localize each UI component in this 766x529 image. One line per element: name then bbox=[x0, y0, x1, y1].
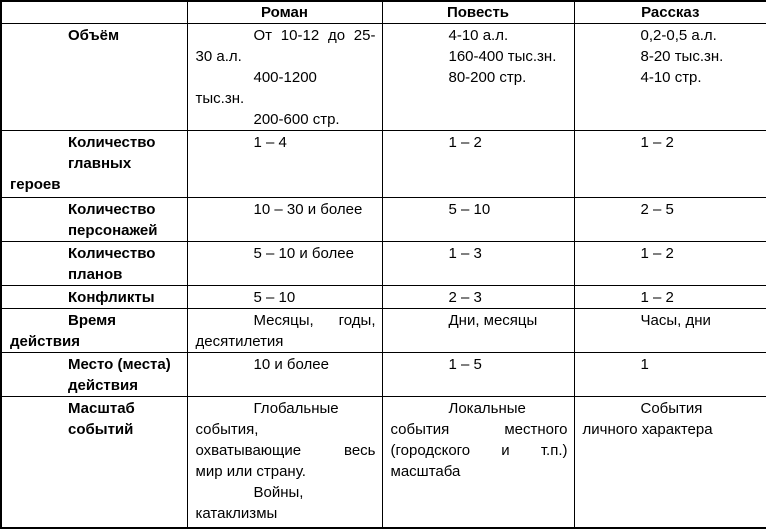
text-line: Количество bbox=[68, 201, 156, 218]
text-line: 2 – 3 bbox=[448, 289, 482, 306]
text-line: 0,2-0,5 а.л. bbox=[640, 27, 717, 44]
text-line: персонажей bbox=[68, 222, 158, 239]
column-header-rasskaz: Рассказ bbox=[574, 1, 766, 24]
cell-main-heroes-count-povest bbox=[382, 131, 574, 198]
text-line: тыс.зн. bbox=[195, 90, 245, 107]
text-line: (городского и т.п.) bbox=[390, 442, 568, 459]
text-line: планов bbox=[68, 266, 123, 283]
text-line: Время bbox=[68, 312, 116, 329]
cell-conflicts-povest bbox=[382, 286, 574, 309]
cell-characters-count-roman bbox=[187, 198, 382, 242]
cell-main-heroes-count-roman bbox=[187, 131, 382, 198]
row-label-volume bbox=[1, 24, 187, 131]
text-line: 1 – 4 bbox=[253, 134, 287, 151]
text-line: личного характера bbox=[582, 421, 713, 438]
cell-action-time-roman bbox=[187, 309, 382, 353]
text-line: 200-600 стр. bbox=[253, 111, 340, 128]
column-header-povest: Повесть bbox=[382, 1, 574, 24]
text-line: 2 – 5 bbox=[640, 201, 674, 218]
table-row bbox=[1, 24, 766, 131]
text-line: 1 – 3 bbox=[448, 245, 482, 262]
cell-action-places-rasskaz bbox=[574, 353, 766, 397]
text-line: Количество bbox=[68, 245, 156, 262]
cell-action-time-rasskaz bbox=[574, 309, 766, 353]
row-label-action-places bbox=[1, 353, 187, 397]
text-line: действия bbox=[68, 377, 138, 394]
row-label-events-scale bbox=[1, 397, 187, 528]
cell-characters-count-rasskaz bbox=[574, 198, 766, 242]
table-row bbox=[1, 397, 766, 528]
column-header-blank bbox=[1, 1, 187, 24]
cell-plans-count-rasskaz bbox=[574, 242, 766, 286]
text-line: Локальные bbox=[448, 400, 526, 417]
text-line: 160-400 тыс.зн. bbox=[448, 48, 557, 65]
text-line: 1 – 2 bbox=[448, 134, 482, 151]
text-line: 5 – 10 и более bbox=[253, 245, 354, 262]
cell-plans-count-roman bbox=[187, 242, 382, 286]
cell-volume-roman bbox=[187, 24, 382, 131]
text-line: 1 – 5 bbox=[448, 356, 482, 373]
text-line: главных bbox=[68, 155, 132, 172]
text-line: 10 и более bbox=[253, 356, 329, 373]
table-body bbox=[1, 24, 766, 528]
text-line: 5 – 10 bbox=[253, 289, 296, 306]
text-line: Конфликты bbox=[68, 289, 155, 306]
text-line: 10 – 30 и более bbox=[253, 201, 363, 218]
table-row bbox=[1, 353, 766, 397]
cell-action-time-povest bbox=[382, 309, 574, 353]
text-line: Количество bbox=[68, 134, 156, 151]
text-line: 400-1200 bbox=[253, 69, 317, 86]
text-line: события местного bbox=[390, 421, 568, 438]
cell-conflicts-roman bbox=[187, 286, 382, 309]
text-line: 1 – 2 bbox=[640, 289, 674, 306]
text-line: 1 bbox=[640, 356, 649, 373]
text-line: Часы, дни bbox=[640, 312, 711, 329]
text-line: мир или страну. bbox=[195, 463, 306, 480]
cell-events-scale-povest bbox=[382, 397, 574, 528]
row-label-plans-count bbox=[1, 242, 187, 286]
cell-plans-count-povest bbox=[382, 242, 574, 286]
cell-conflicts-rasskaz bbox=[574, 286, 766, 309]
text-line: событий bbox=[68, 421, 134, 438]
text-line: 5 – 10 bbox=[448, 201, 491, 218]
row-label-action-time bbox=[1, 309, 187, 353]
text-line: события, bbox=[195, 421, 259, 438]
text-line: События bbox=[640, 400, 703, 417]
text-line: масштаба bbox=[390, 463, 461, 480]
cell-action-places-povest bbox=[382, 353, 574, 397]
table-row bbox=[1, 242, 766, 286]
text-line: Глобальные bbox=[253, 400, 339, 417]
text-line: 80-200 стр. bbox=[448, 69, 527, 86]
header-row bbox=[1, 1, 766, 24]
row-label-conflicts bbox=[1, 286, 187, 309]
text-line: 1 – 2 bbox=[640, 134, 674, 151]
cell-volume-povest bbox=[382, 24, 574, 131]
row-label-main-heroes-count bbox=[1, 131, 187, 198]
cell-action-places-roman bbox=[187, 353, 382, 397]
table-row bbox=[1, 131, 766, 198]
row-label-characters-count bbox=[1, 198, 187, 242]
cell-main-heroes-count-rasskaz bbox=[574, 131, 766, 198]
text-line: героев bbox=[10, 176, 61, 193]
text-line: 8-20 тыс.зн. bbox=[640, 48, 724, 65]
text-line: катаклизмы bbox=[195, 505, 278, 522]
cell-events-scale-rasskaz bbox=[574, 397, 766, 528]
text-line: десятилетия bbox=[195, 333, 284, 350]
text-line: Объём bbox=[68, 27, 120, 44]
cell-characters-count-povest bbox=[382, 198, 574, 242]
text-line: Дни, месяцы bbox=[448, 312, 538, 329]
text-line: 30 а.л. bbox=[195, 48, 242, 65]
text-line: 1 – 2 bbox=[640, 245, 674, 262]
table-row bbox=[1, 198, 766, 242]
text-line: Войны, bbox=[253, 484, 304, 501]
text-line: Масштаб bbox=[68, 400, 135, 417]
text-line: 4-10 а.л. bbox=[448, 27, 509, 44]
cell-volume-rasskaz bbox=[574, 24, 766, 131]
text-line: действия bbox=[10, 333, 80, 350]
table-row bbox=[1, 309, 766, 353]
column-header-roman: Роман bbox=[187, 1, 382, 24]
text-line: От 10-12 до 25- bbox=[253, 27, 376, 44]
cell-events-scale-roman bbox=[187, 397, 382, 528]
text-line: охватывающие весь bbox=[195, 442, 376, 459]
text-line: 4-10 стр. bbox=[640, 69, 702, 86]
table-row bbox=[1, 286, 766, 309]
text-line: Месяцы, годы, bbox=[253, 312, 376, 329]
text-line: Место (места) bbox=[68, 356, 171, 373]
